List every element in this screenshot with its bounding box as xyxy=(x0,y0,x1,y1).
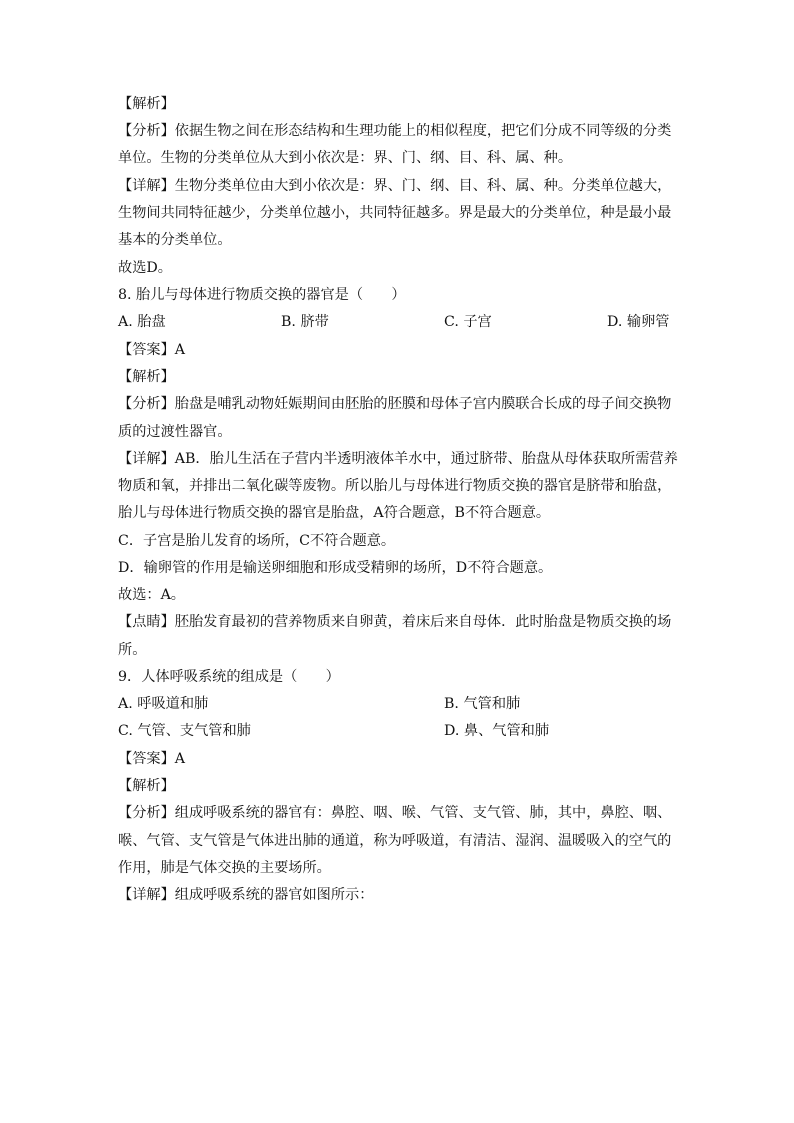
question-8-stem: 8. 胎儿与母体进行物质交换的器官是（ ） xyxy=(118,287,406,303)
question-9-stem: 9．人体呼吸系统的组成是（ ） xyxy=(118,669,340,685)
q9-analysis-heading: 【解析】 xyxy=(118,778,175,794)
q8-option-b: B. 脐带 xyxy=(281,314,329,330)
q9-option-c: C. 气管、支气管和肺 xyxy=(118,723,251,739)
q9-answer: 【答案】A xyxy=(118,751,185,767)
q9-detail-line-1: 【详解】组成呼吸系统的器官如图所示： xyxy=(118,887,374,903)
q8-detail-line-2: 物质和氧，并排出二氧化碳等废物。所以胎儿与母体进行物质交换的器官是脐带和胎盘， xyxy=(118,478,672,494)
q8-detail-line-3: 胎儿与母体进行物质交换的器官是胎盘，A符合题意，B不符合题意。 xyxy=(118,505,551,521)
q7-detail-line-1: 【详解】生物分类单位由大到小依次是：界、门、纲、目、科、属、种。分类单位越大， xyxy=(118,178,672,194)
q8-choice: 故选：A。 xyxy=(118,587,185,603)
q9-analysis-line-1: 【分析】组成呼吸系统的器官有：鼻腔、咽、喉、气管、支气管、肺，其中，鼻腔、咽、 xyxy=(118,805,672,821)
q8-analysis-line-2: 质的过渡性器官。 xyxy=(118,424,232,440)
q8-note-line-2: 所。 xyxy=(118,642,147,658)
q8-option-d: D. 输卵管 xyxy=(607,314,670,330)
q9-option-d: D. 鼻、气管和肺 xyxy=(444,723,550,739)
q8-detail-line-4: C．子宫是胎儿发育的场所，C不符合题意。 xyxy=(118,533,396,549)
q8-detail-line-5: D．输卵管的作用是输送卵细胞和形成受精卵的场所，D不符合题意。 xyxy=(118,560,553,576)
q7-detail-line-3: 基本的分类单位。 xyxy=(118,232,232,248)
q8-detail-line-1: 【详解】AB．胎儿生活在子营内半透明液体羊水中，通过脐带、胎盘从母体获取所需营养 xyxy=(118,451,678,467)
q8-analysis-line-1: 【分析】胎盘是哺乳动物妊娠期间由胚胎的胚膜和母体子宫内膜联合长成的母子间交换物 xyxy=(118,396,672,412)
q7-analysis-line-1: 【分析】依据生物之间在形态结构和生理功能上的相似程度，把它们分成不同等级的分类 xyxy=(118,123,672,139)
q9-analysis-line-2: 喉、气管、支气管是气体进出肺的通道，称为呼吸道，有清洁、湿润、温暖吸入的空气的 xyxy=(118,833,672,849)
q8-note-line-1: 【点睛】胚胎发育最初的营养物质来自卵黄，着床后来自母体．此时胎盘是物质交换的场 xyxy=(118,614,672,630)
q7-analysis-line-2: 单位。生物的分类单位从大到小依次是：界、门、纲、目、科、属、种。 xyxy=(118,150,573,166)
q8-analysis-heading: 【解析】 xyxy=(118,369,175,385)
q8-option-c: C. 子宫 xyxy=(444,314,492,330)
q7-detail-line-2: 生物间共同特征越少，分类单位越小，共同特征越多。界是最大的分类单位，种是最小最 xyxy=(118,205,672,221)
q9-option-a: A. 呼吸道和肺 xyxy=(118,696,209,712)
section-heading-analysis: 【解析】 xyxy=(118,96,175,112)
q8-answer: 【答案】A xyxy=(118,342,185,358)
q9-analysis-line-3: 作用，肺是气体交换的主要场所。 xyxy=(118,860,331,876)
q7-choice: 故选D。 xyxy=(118,260,172,276)
q9-option-b: B. 气管和肺 xyxy=(444,696,521,712)
q8-option-a: A. 胎盘 xyxy=(118,314,166,330)
